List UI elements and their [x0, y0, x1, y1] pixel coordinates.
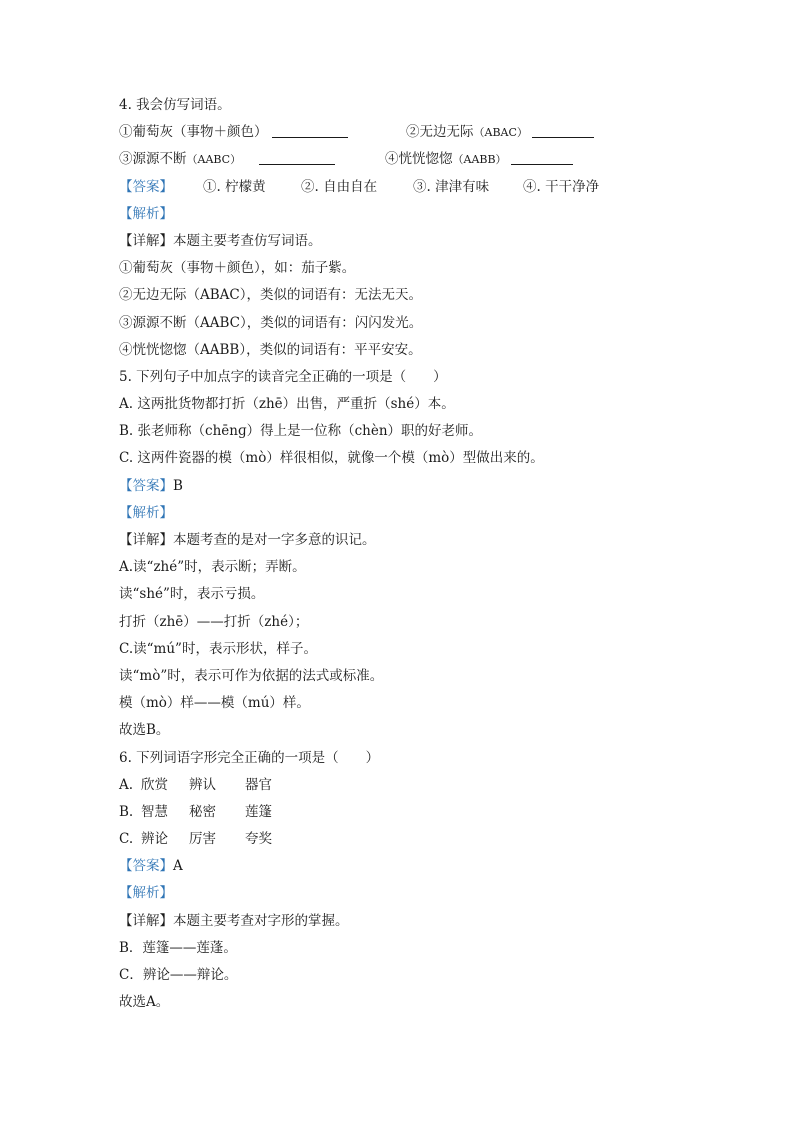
q5-detail: [119, 527, 679, 554]
q6-option-a-word-3: 器官: [245, 776, 272, 793]
q4-item-4-tag: （AABB）: [452, 153, 507, 167]
q5-explain-2: 读“shé”时，表示亏损。: [119, 586, 265, 603]
q6-explain-2: C．辨论——辩论。: [119, 967, 238, 983]
q6-option-c-word-2: 厉害: [189, 831, 216, 848]
q5-option-c: C. 这两件瓷器的模（mò）样很相似，就像一个模（mò）型做出来的。: [119, 450, 544, 467]
q6-option-b-word-1: 智慧: [141, 803, 168, 820]
q4-blank-2[interactable]: [532, 123, 594, 138]
q4-analysis-tag: 【解析】: [119, 205, 173, 222]
q6-explain-1: B．莲篷——莲蓬。: [119, 939, 237, 956]
q6-option-b-word-2: 秘密: [189, 803, 216, 820]
q4-item-1-label: ①葡萄灰（事物＋颜色）: [119, 124, 268, 141]
q4-answer-4: ④. 干干净净: [523, 178, 600, 195]
q6-answer: A: [173, 858, 183, 875]
q5-answer-row: [119, 473, 679, 500]
q4-title: 4. 我会仿写词语。: [119, 97, 231, 113]
q4-answer-tag: 【答案】: [119, 178, 173, 195]
q4-item-1: [119, 119, 348, 146]
q4-detail-tag: 【详解】: [119, 232, 173, 249]
q5-answer: B: [173, 477, 183, 494]
q4-item-3: [119, 146, 335, 173]
q6-option-b-letter: B.: [119, 803, 134, 820]
q6-analysis-tag: 【解析】: [119, 885, 173, 902]
q4-blank-3[interactable]: [259, 150, 335, 165]
q6-option-b-word-3: 莲篷: [245, 803, 272, 820]
q5-detail-text: 本题考查的是对一字多意的识记。: [173, 532, 376, 548]
q5-title: 5. 下列句子中加点字的读音完全正确的一项是（ ）: [119, 368, 447, 385]
q6-option-a-letter: A.: [119, 776, 134, 793]
q4-explain-4: ④恍恍惚惚（AABB），类似的词语有：平平安安。: [119, 341, 422, 358]
q4-item-3-label: ③源源不断: [119, 151, 187, 168]
q4-item-2: [406, 119, 594, 146]
q4-answer-3: ③. 津津有味: [413, 178, 490, 195]
q4-row-1: [119, 119, 679, 146]
q4-answer-2: ②. 自由自在: [301, 178, 378, 195]
q4-explain-1: ①葡萄灰（事物＋颜色），如：茄子紫。: [119, 260, 356, 277]
q6-answer-tag: 【答案】: [119, 858, 173, 875]
q4-explain-3: ③源源不断（AABC），类似的词语有：闪闪发光。: [119, 314, 423, 331]
q6-option-a: [119, 772, 679, 799]
q6-option-c: [119, 826, 679, 853]
q6-detail-text: 本题主要考查对字形的掌握。: [173, 912, 349, 929]
q6-option-b: [119, 799, 679, 826]
q6-detail: [119, 908, 679, 935]
q6-answer-row: [119, 853, 679, 880]
q5-analysis-tag: 【解析】: [119, 504, 173, 521]
q4-blank-4[interactable]: [511, 150, 573, 165]
q4-explain-2: ②无边无际（ABAC），类似的词语有：无法无天。: [119, 287, 422, 304]
q4-item-3-tag: （AABC）: [186, 153, 242, 167]
q4-detail-text: 本题主要考查仿写词语。: [173, 232, 322, 249]
q6-option-c-word-1: 辨论: [141, 831, 168, 848]
q4-detail: [119, 228, 679, 255]
q4-blank-1[interactable]: [272, 123, 348, 138]
q4-item-4: [385, 146, 573, 173]
q4-item-2-tag: （ABAC）: [473, 126, 528, 140]
q6-option-a-word-2: 辨认: [189, 776, 216, 793]
q5-option-b: B. 张老师称（chēnɡ）得上是一位称（chèn）职的好老师。: [119, 423, 483, 440]
q4-answer-1: ①. 柠檬黄: [203, 178, 266, 195]
q5-explain-1: A.读“zhé”时，表示断；弄断。: [119, 559, 306, 576]
q6-title: 6. 下列词语字形完全正确的一项是（ ）: [119, 749, 380, 766]
q4-item-2-label: ②无边无际: [406, 124, 474, 141]
q5-explain-7: 故选B。: [119, 722, 170, 739]
q5-explain-5: 读“mò”时，表示可作为依据的法式或标准。: [119, 667, 384, 684]
q5-answer-tag: 【答案】: [119, 477, 173, 494]
q6-explain-3: 故选A。: [119, 994, 170, 1011]
q4-item-4-label: ④恍恍惚惚: [385, 151, 453, 168]
q6-detail-tag: 【详解】: [119, 912, 173, 929]
document-page: [119, 92, 679, 1016]
q5-detail-tag: 【详解】: [119, 532, 173, 548]
q5-explain-4: C.读“mú”时，表示形状，样子。: [119, 640, 317, 657]
q6-option-c-word-3: 夸奖: [245, 831, 272, 848]
q5-explain-3: 打折（zhē）——打折（zhé）；: [119, 613, 309, 630]
q6-option-a-word-1: 欣赏: [141, 776, 168, 793]
q6-option-c-letter: C.: [119, 831, 134, 848]
q5-explain-6: 模（mò）样——模（mú）样。: [119, 695, 310, 712]
q5-option-a: A. 这两批货物都打折（zhē）出售，严重折（shé）本。: [119, 396, 455, 413]
q4-row-2: [119, 146, 679, 173]
q4-answer-row: [119, 174, 679, 201]
